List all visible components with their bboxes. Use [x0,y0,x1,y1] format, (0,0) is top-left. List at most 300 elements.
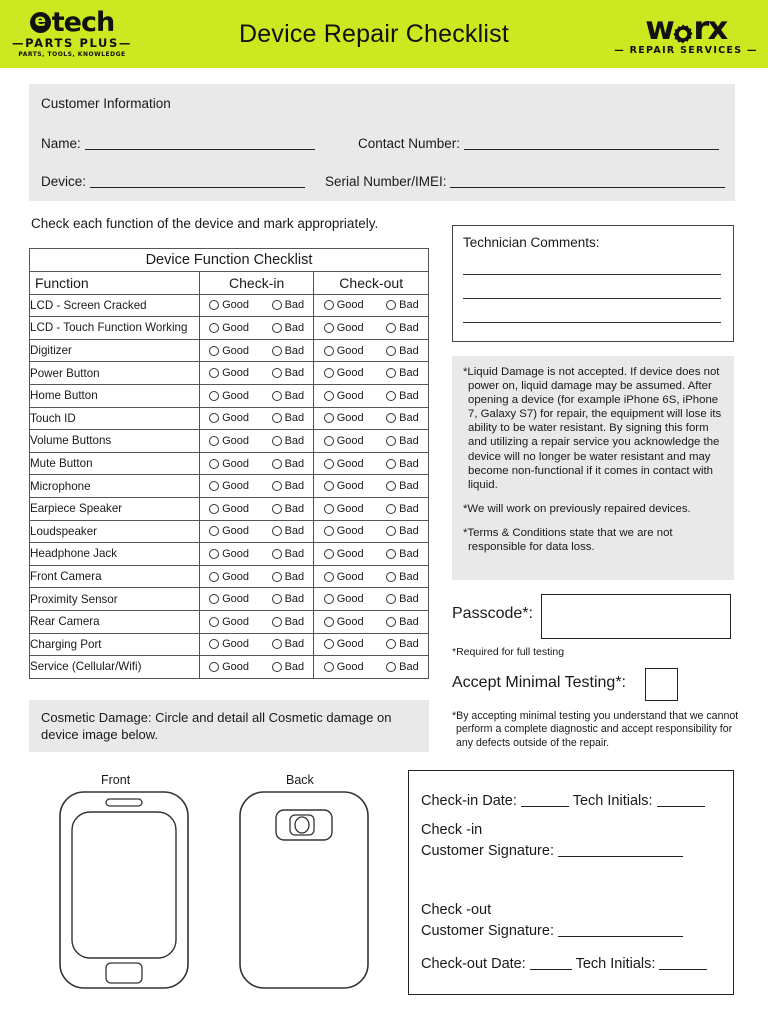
radio-option-check-out-good[interactable] [324,480,364,492]
radio-option-label: Good [336,525,364,538]
radio-circle-icon[interactable] [386,662,396,672]
checklist-check-in-cell [199,452,314,475]
radio-circle-icon[interactable] [386,436,396,446]
radio-option-check-out-good[interactable] [324,503,364,515]
phone-back-camera-outline-icon[interactable] [238,790,370,995]
checklist-check-in-cell [199,294,314,317]
radio-option-check-out-good[interactable] [324,661,364,673]
radio-circle-icon[interactable] [324,323,334,333]
technician-comments-line-2[interactable] [463,298,721,299]
checkout-signature-input[interactable] [558,924,683,937]
radio-option-label: Bad [284,434,305,447]
radio-option-check-out-bad[interactable] [386,616,419,628]
disclaimer-paragraph-3: *Terms & Conditions state that we are not responsible for data loss. [463,526,673,554]
radio-option-label: Good [336,412,364,425]
radio-circle-icon[interactable] [324,436,334,446]
radio-option-check-out-good[interactable] [324,367,364,379]
radio-circle-icon[interactable] [272,662,282,672]
checklist-check-in-cell [199,362,314,385]
radio-circle-icon[interactable] [324,572,334,582]
radio-option-check-out-bad[interactable] [386,390,419,402]
radio-option-check-out-bad[interactable] [386,525,419,537]
radio-circle-icon[interactable] [209,526,219,536]
checklist-caption-row [30,249,429,272]
radio-option-label: Good [336,660,364,673]
device-function-checklist-table [29,248,429,679]
radio-circle-icon[interactable] [272,594,282,604]
checklist-check-in-cell [199,339,314,362]
radio-option-label: Bad [284,389,305,402]
werx-logo-tagline: — REPAIR SERVICES — [614,44,758,56]
radio-option-check-in-bad[interactable] [272,593,305,605]
checklist-check-out-cell [314,610,429,633]
radio-option-label: Good [222,344,250,357]
radio-option-label: Bad [399,299,419,312]
radio-circle-icon[interactable] [209,300,219,310]
checklist-check-in-cell [199,565,314,588]
contact-number-field-label: Contact Number: [358,136,461,151]
table-row [30,362,429,385]
radio-option-label: Bad [284,570,305,583]
checklist-function-label: Rear Camera [30,610,200,633]
radio-option-check-in-bad[interactable] [272,638,305,650]
checkin-date-input[interactable] [521,794,569,807]
radio-option-check-in-good[interactable] [209,593,249,605]
checkout-date-label: Check-out Date: [421,956,526,972]
checklist-check-out-cell [314,588,429,611]
accept-minimal-testing-note: *By accepting minimal testing you understand that we cannot perform a complete diagnostic and accept responsibility for any defects outside of the repair. [452,710,739,749]
radio-option-check-in-good[interactable] [209,571,249,583]
checkout-tech-initials-input[interactable] [659,957,707,970]
radio-option-check-in-good[interactable] [209,299,249,311]
radio-circle-icon[interactable] [386,391,396,401]
radio-circle-icon[interactable] [272,459,282,469]
radio-option-check-in-bad[interactable] [272,525,305,537]
accept-minimal-testing-checkbox[interactable] [645,668,678,701]
radio-circle-icon[interactable] [324,391,334,401]
passcode-label: Passcode*: [452,605,533,622]
radio-option-label: Good [222,412,250,425]
checkin-date-row [421,793,705,809]
radio-option-label: Bad [399,570,419,583]
radio-option-check-out-bad[interactable] [386,593,419,605]
radio-option-check-in-good[interactable] [209,390,249,402]
checkout-date-row [421,956,707,972]
radio-circle-icon[interactable] [324,459,334,469]
radio-option-label: Good [222,615,250,628]
radio-option-check-in-good[interactable] [209,322,249,334]
radio-option-label: Bad [399,615,419,628]
radio-option-check-in-good[interactable] [209,503,249,515]
radio-option-check-in-bad[interactable] [272,299,305,311]
checklist-check-out-cell [314,430,429,453]
checkout-signature-row [421,923,683,939]
radio-option-check-in-bad[interactable] [272,661,305,673]
radio-option-check-out-bad[interactable] [386,299,419,311]
page-header [0,0,768,68]
checklist-check-out-cell [314,543,429,566]
checklist-function-label: Earpiece Speaker [30,497,200,520]
radio-option-label: Bad [399,344,419,357]
radio-circle-icon[interactable] [272,300,282,310]
radio-circle-icon[interactable] [209,481,219,491]
radio-option-label: Bad [399,389,419,402]
radio-circle-icon[interactable] [324,368,334,378]
checklist-check-out-cell [314,294,429,317]
radio-option-check-in-good[interactable] [209,367,249,379]
radio-option-check-out-bad[interactable] [386,638,419,650]
radio-option-label: Good [222,525,250,538]
serial-number-field-row [325,174,725,189]
radio-option-label: Good [336,321,364,334]
etech-logo-word: tech [51,7,115,38]
radio-option-label: Good [336,547,364,560]
radio-option-check-out-bad[interactable] [386,322,419,334]
checklist-caption: Device Function Checklist [30,249,429,272]
radio-option-check-in-bad[interactable] [272,548,305,560]
radio-option-label: Good [222,570,250,583]
radio-option-check-in-good[interactable] [209,616,249,628]
radio-circle-icon[interactable] [272,572,282,582]
werx-repair-services-logo [614,8,758,56]
radio-option-label: Bad [284,547,305,560]
technician-comments-panel[interactable] [452,225,734,342]
checklist-function-label: Digitizer [30,339,200,362]
radio-circle-icon[interactable] [209,391,219,401]
customer-information-title: Customer Information [41,96,171,111]
cosmetic-damage-text: Cosmetic Damage: Circle and detail all Cosmetic damage on device image below. [41,710,392,742]
radio-option-check-in-bad[interactable] [272,412,305,424]
radio-option-check-out-good[interactable] [324,616,364,628]
checkout-signature-label-line1: Check -out [421,902,492,918]
passcode-input[interactable] [541,594,731,639]
radio-option-label: Bad [284,615,305,628]
radio-option-label: Bad [399,502,419,515]
radio-circle-icon[interactable] [324,639,334,649]
radio-circle-icon[interactable] [386,549,396,559]
checklist-check-out-cell [314,452,429,475]
radio-option-label: Bad [399,434,419,447]
passcode-note: *Required for full testing [452,646,565,658]
radio-circle-icon[interactable] [209,368,219,378]
radio-option-check-out-good[interactable] [324,525,364,537]
etech-logo-wordmark [30,7,115,38]
radio-circle-icon[interactable] [386,323,396,333]
checklist-check-out-cell [314,565,429,588]
radio-option-label: Good [222,638,250,651]
checklist-check-in-cell [199,317,314,340]
radio-option-label: Good [336,638,364,651]
checkin-signature-input[interactable] [558,844,683,857]
radio-circle-icon[interactable] [386,617,396,627]
radio-option-check-out-good[interactable] [324,593,364,605]
radio-option-label: Bad [284,593,305,606]
technician-comments-line-1[interactable] [463,274,721,275]
checkin-tech-initials-input[interactable] [657,794,705,807]
radio-circle-icon[interactable] [324,300,334,310]
name-field-label: Name: [41,136,81,151]
checkin-date-label: Check-in Date: [421,793,517,809]
radio-option-check-out-bad[interactable] [386,345,419,357]
radio-circle-icon[interactable] [324,346,334,356]
radio-circle-icon[interactable] [272,481,282,491]
checklist-check-in-cell [199,430,314,453]
radio-circle-icon[interactable] [386,594,396,604]
radio-option-label: Bad [284,344,305,357]
disclaimer-paragraph-2: *We will work on previously repaired devices. [463,502,691,515]
radio-option-check-out-bad[interactable] [386,367,419,379]
radio-circle-icon[interactable] [209,639,219,649]
radio-option-check-out-good[interactable] [324,390,364,402]
radio-option-check-out-bad[interactable] [386,458,419,470]
device-field-row [41,174,305,189]
radio-option-check-in-bad[interactable] [272,480,305,492]
checklist-function-label: Home Button [30,384,200,407]
radio-circle-icon[interactable] [386,459,396,469]
radio-option-check-out-bad[interactable] [386,412,419,424]
radio-circle-icon[interactable] [209,413,219,423]
radio-option-check-out-bad[interactable] [386,571,419,583]
phone-front-outline-icon[interactable] [58,790,190,995]
radio-circle-icon[interactable] [386,413,396,423]
table-row [30,565,429,588]
radio-circle-icon[interactable] [272,413,282,423]
radio-option-check-in-good[interactable] [209,525,249,537]
radio-option-label: Good [336,593,364,606]
radio-circle-icon[interactable] [324,413,334,423]
radio-circle-icon[interactable] [272,526,282,536]
radio-option-check-in-good[interactable] [209,345,249,357]
radio-circle-icon[interactable] [324,481,334,491]
radio-circle-icon[interactable] [272,391,282,401]
radio-option-check-in-bad[interactable] [272,503,305,515]
radio-option-check-out-good[interactable] [324,299,364,311]
radio-circle-icon[interactable] [272,323,282,333]
radio-option-check-out-good[interactable] [324,638,364,650]
radio-option-check-in-bad[interactable] [272,571,305,583]
radio-option-check-in-bad[interactable] [272,367,305,379]
radio-option-label: Bad [399,525,419,538]
radio-option-label: Good [222,434,250,447]
radio-option-label: Good [222,660,250,673]
radio-circle-icon[interactable] [209,594,219,604]
checklist-check-out-cell [314,520,429,543]
radio-circle-icon[interactable] [386,504,396,514]
radio-circle-icon[interactable] [324,526,334,536]
checklist-function-label: Power Button [30,362,200,385]
radio-option-label: Good [222,367,250,380]
checklist-check-in-cell [199,656,314,679]
checklist-function-label: LCD - Touch Function Working [30,317,200,340]
radio-option-check-out-good[interactable] [324,322,364,334]
table-row [30,384,429,407]
radio-option-label: Good [336,389,364,402]
radio-circle-icon[interactable] [272,436,282,446]
radio-option-label: Bad [399,321,419,334]
radio-option-check-in-bad[interactable] [272,322,305,334]
radio-option-label: Bad [399,593,419,606]
table-row [30,452,429,475]
radio-option-label: Good [222,480,250,493]
radio-option-check-in-good[interactable] [209,548,249,560]
checkin-tech-initials-label: Tech Initials: [572,793,653,809]
radio-circle-icon[interactable] [209,662,219,672]
radio-option-check-in-bad[interactable] [272,616,305,628]
name-field-row [41,136,315,151]
contact-number-input[interactable] [464,137,719,150]
radio-circle-icon[interactable] [272,617,282,627]
radio-circle-icon[interactable] [386,526,396,536]
radio-circle-icon[interactable] [386,346,396,356]
radio-option-check-in-bad[interactable] [272,345,305,357]
radio-option-check-in-good[interactable] [209,435,249,447]
instruction-text: Check each function of the device and mark appropriately. [31,216,379,231]
radio-circle-icon[interactable] [209,436,219,446]
radio-option-label: Bad [399,660,419,673]
radio-option-label: Good [336,502,364,515]
radio-circle-icon[interactable] [209,617,219,627]
radio-option-check-out-good[interactable] [324,412,364,424]
table-row [30,633,429,656]
radio-option-label: Bad [284,502,305,515]
radio-circle-icon[interactable] [324,617,334,627]
radio-circle-icon[interactable] [209,572,219,582]
radio-option-label: Bad [399,457,419,470]
radio-circle-icon[interactable] [272,639,282,649]
device-input[interactable] [90,175,305,188]
radio-option-check-out-good[interactable] [324,548,364,560]
radio-circle-icon[interactable] [386,639,396,649]
radio-circle-icon[interactable] [324,662,334,672]
cosmetic-damage-panel [29,700,429,752]
serial-number-field-label: Serial Number/IMEI: [325,174,447,189]
checklist-function-label: LCD - Screen Cracked [30,294,200,317]
radio-circle-icon[interactable] [272,368,282,378]
radio-option-check-in-bad[interactable] [272,390,305,402]
checklist-function-label: Service (Cellular/Wifi) [30,656,200,679]
table-row [30,520,429,543]
table-row [30,407,429,430]
radio-circle-icon[interactable] [324,549,334,559]
checklist-header-row [30,272,429,295]
signature-panel [408,770,734,995]
etech-parts-plus-logo [12,7,132,58]
back-device-label: Back [286,773,314,787]
radio-circle-icon[interactable] [324,504,334,514]
radio-circle-icon[interactable] [209,346,219,356]
checklist-check-out-cell [314,317,429,340]
checkin-signature-label-line1: Check -in [421,822,483,838]
radio-circle-icon[interactable] [386,572,396,582]
radio-option-check-out-bad[interactable] [386,548,419,560]
checklist-check-in-cell [199,588,314,611]
checkout-tech-initials-label: Tech Initials: [575,956,656,972]
radio-circle-icon[interactable] [386,300,396,310]
radio-option-check-out-bad[interactable] [386,503,419,515]
radio-option-label: Good [222,389,250,402]
etech-logo-tagline: PARTS, TOOLS, KNOWLEDGE [18,51,126,58]
checklist-function-label: Loudspeaker [30,520,200,543]
radio-option-check-in-good[interactable] [209,480,249,492]
radio-circle-icon[interactable] [272,504,282,514]
checklist-function-label: Front Camera [30,565,200,588]
checklist-check-out-cell [314,656,429,679]
radio-option-label: Bad [284,660,305,673]
radio-option-check-out-bad[interactable] [386,435,419,447]
radio-option-check-out-good[interactable] [324,345,364,357]
radio-option-label: Bad [284,480,305,493]
radio-option-label: Bad [284,367,305,380]
etech-e-mark-icon: e [30,12,51,33]
radio-option-check-out-bad[interactable] [386,661,419,673]
checklist-function-label: Headphone Jack [30,543,200,566]
radio-option-label: Good [336,570,364,583]
radio-option-check-in-good[interactable] [209,458,249,470]
table-row [30,543,429,566]
checklist-check-in-cell [199,407,314,430]
radio-option-check-in-bad[interactable] [272,435,305,447]
radio-circle-icon[interactable] [209,459,219,469]
radio-circle-icon[interactable] [209,504,219,514]
radio-circle-icon[interactable] [386,368,396,378]
name-input[interactable] [85,137,315,150]
checklist-function-label: Mute Button [30,452,200,475]
radio-option-label: Bad [284,299,305,312]
werx-logo-word-left: w [645,8,674,47]
serial-number-input[interactable] [450,175,725,188]
checklist-check-in-cell [199,520,314,543]
checkout-date-input[interactable] [530,957,572,970]
checklist-column-header-function: Function [30,272,200,295]
radio-option-check-in-bad[interactable] [272,458,305,470]
radio-circle-icon[interactable] [272,549,282,559]
radio-circle-icon[interactable] [209,323,219,333]
radio-option-label: Good [222,321,250,334]
radio-option-check-in-good[interactable] [209,661,249,673]
checklist-check-in-cell [199,497,314,520]
radio-option-check-in-good[interactable] [209,412,249,424]
technician-comments-line-3[interactable] [463,322,721,323]
checkin-signature-row [421,843,683,859]
radio-option-label: Bad [284,638,305,651]
radio-option-check-in-good[interactable] [209,638,249,650]
table-row [30,339,429,362]
table-row [30,656,429,679]
radio-option-label: Good [336,457,364,470]
checklist-column-header-check-out: Check-out [314,272,429,295]
radio-circle-icon[interactable] [324,594,334,604]
radio-option-check-out-good[interactable] [324,435,364,447]
radio-option-label: Good [222,547,250,560]
radio-option-check-out-bad[interactable] [386,480,419,492]
radio-option-check-out-good[interactable] [324,458,364,470]
table-row [30,475,429,498]
radio-option-label: Bad [399,638,419,651]
checklist-check-out-cell [314,633,429,656]
radio-option-check-out-good[interactable] [324,571,364,583]
radio-option-label: Good [336,344,364,357]
checklist-check-in-cell [199,610,314,633]
disclaimer-paragraph-1: *Liquid Damage is not accepted. If device does not power on, liquid damage may be assumed. After opening a device (for example iPhone 6S, iPhone 7, Galaxy S7) for repair, the equipment will lose its ability to be water resistant. By signing this form and utilizing a repair service you acknowledge the device will no longer be water resistant and may become non-functional if it comes in contact with liquid. [463,366,722,491]
checklist-check-in-cell [199,384,314,407]
radio-option-label: Bad [284,321,305,334]
radio-option-label: Good [336,367,364,380]
radio-circle-icon[interactable] [209,549,219,559]
radio-circle-icon[interactable] [272,346,282,356]
checklist-check-out-cell [314,362,429,385]
radio-circle-icon[interactable] [386,481,396,491]
front-device-label: Front [101,773,131,787]
